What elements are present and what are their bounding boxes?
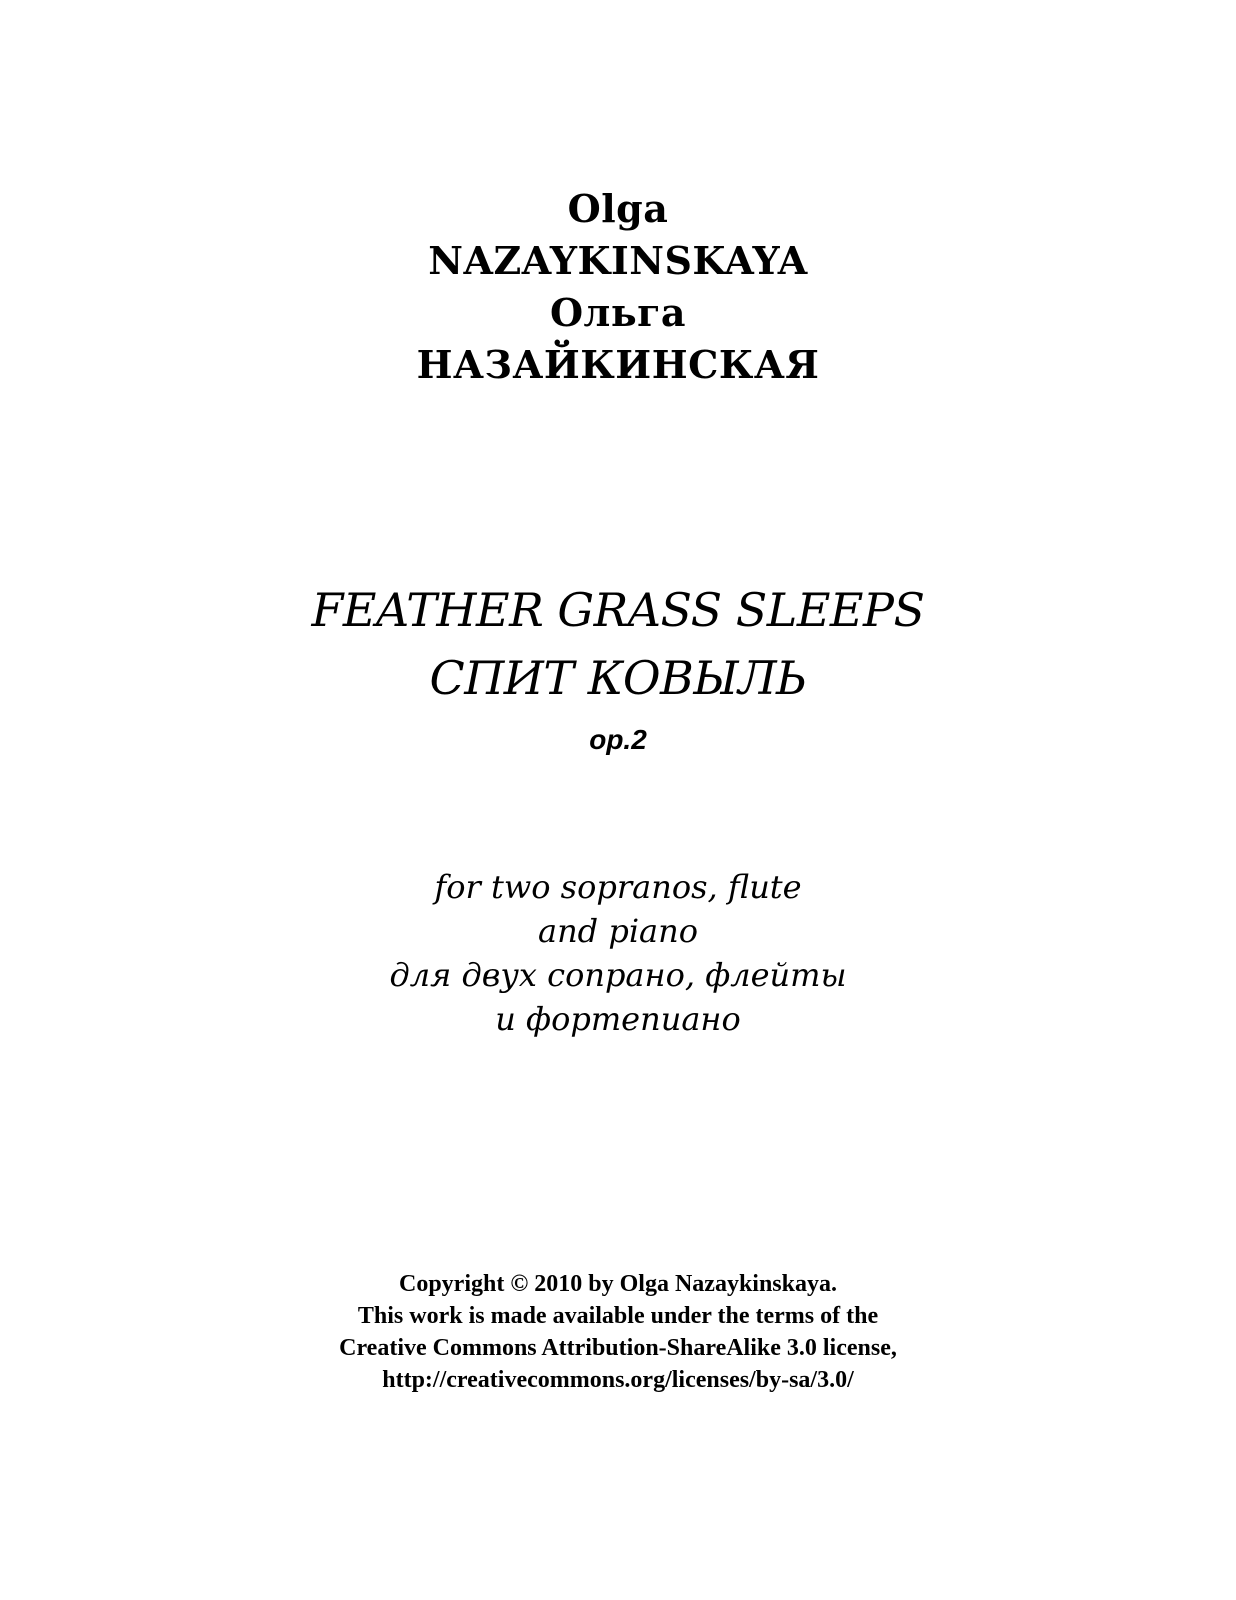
work-title-english: FEATHER GRASS SLEEPS: [311, 583, 925, 637]
composer-first-name-cyrillic: Ольга: [549, 290, 687, 335]
instrumentation-en-line-1: for two sopranos, flute: [434, 868, 802, 906]
composer-first-name-latin: Olga: [567, 186, 669, 231]
copyright-line-2: This work is made available under the terms of the: [357, 1303, 879, 1329]
copyright-line-3: Creative Commons Attribution-ShareAlike 3.0 license,: [339, 1335, 897, 1361]
instrumentation-ru-line-2: и фортепиано: [495, 1000, 741, 1038]
work-title-russian: СПИТ КОВЫЛЬ: [429, 651, 807, 705]
instrumentation-en-line-2: and piano: [537, 912, 698, 950]
composer-last-name-latin: NAZAYKINSKAYA: [428, 238, 808, 283]
opus-number: op.2: [589, 724, 647, 755]
composer-last-name-cyrillic: НАЗАЙКИНСКАЯ: [416, 342, 820, 387]
instrumentation-ru-line-1: для двух сопрано, флейты: [389, 956, 847, 994]
license-url: http://creativecommons.org/licenses/by-sa/3.0/: [382, 1367, 854, 1393]
copyright-line-1: Copyright © 2010 by Olga Nazaykinskaya.: [399, 1271, 837, 1297]
